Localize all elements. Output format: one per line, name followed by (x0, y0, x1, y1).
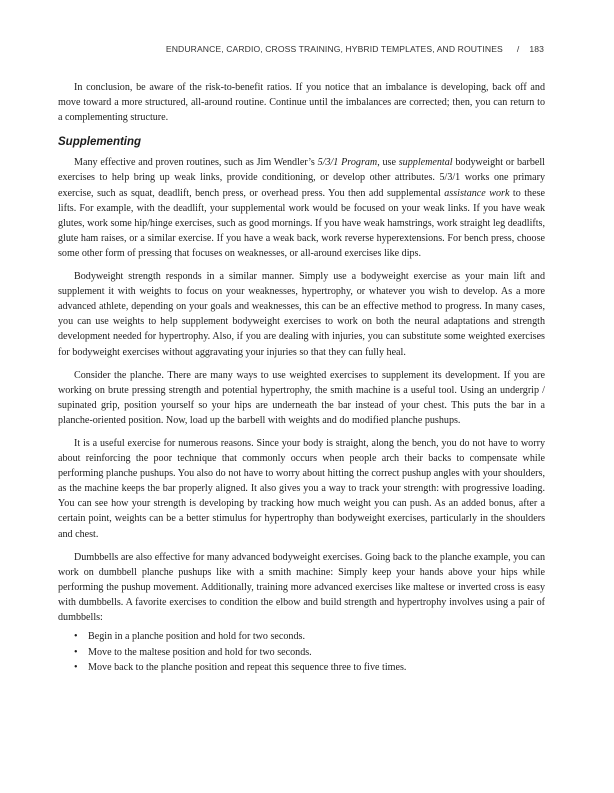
paragraph-3: Consider the planche. There are many ways to use weighted exercises to supplement its development. If you are working on brute pressing strength and potential hypertrophy, the smith machine is a useful tool. Using an undergrip / supinated grip, position yourself so your hips are underneath the bar instead of your chest. This puts the bar in a planche-oriented position. Now, load up the barbell with weights and do modified planche pushups. (58, 369, 545, 426)
page-body (58, 80, 545, 675)
program-title: 5/3/1 Program (317, 157, 378, 169)
bullet-icon: • (74, 661, 78, 673)
p1-text-c: , use (377, 157, 399, 169)
paragraph-2: Bodyweight strength responds in a similar manner. Simply use a bodyweight exercise as your main lift and supplement it with weights to focus on your weaknesses, hypertrophy, or whatever you wish to develop. As a more advanced athlete, depending on your goals and weaknesses, this can be an effective method to progress. In many cases, you can use weights to help supplement bodyweight exercises to work on both the neural adaptations and strength development needed for hypertrophy. Also, if you are dealing with injuries, you can substitute some weighted exercises for bodyweight exercises without aggravating your injuries so that they can fully heal. (58, 271, 545, 358)
assistance-work-term: assistance work (444, 187, 510, 199)
supplemental-term: supplemental (398, 157, 453, 169)
header-separator: / (516, 44, 520, 54)
paragraph-1 (58, 155, 545, 261)
bullet-list (58, 629, 545, 675)
list-item: • Move back to the planche position and repeat this sequence three to five times. (88, 660, 545, 675)
bullet-icon: • (74, 631, 78, 643)
p1-text-g: to these lifts. For example, with the deadlift, your supplemental work would be focused on your weak links. If you have weak glutes, work some hip/hinge exercises, such as good mornings. If you have weak hamstrings, work straight leg deadlifts, glute ham raises, or a similar exercise. If you have a weak back, work reverse hyperextensions. For bench press, choose some other form of pressing that focuses on weaknesses, or all-around exercises like dips. (58, 187, 545, 259)
paragraph-4: It is a useful exercise for numerous reasons. Since your body is straight, along the bench, you do not have to worry about reinforcing the poor technique that commonly occurs when people arch their backs to compensate while performing planche pushups. You also do not have to worry about hitting the correct pushup angles with your shoulders, as the machine keeps the bar properly aligned. It also gives you a way to track your strength: with progressive loading. You can see how your strength is developing by tracking how much weight you can push. As an added bonus, after a certain point, weights can be a better stimulus for hypertrophy than bodyweight exercises, particularly in the shoulders and chest. (58, 437, 545, 540)
page-number: 183 (529, 44, 544, 54)
running-header (166, 44, 544, 54)
running-title: ENDURANCE, CARDIO, CROSS TRAINING, HYBRID TEMPLATES, AND ROUTINES (165, 44, 503, 54)
p1-text-a: Many effective and proven routines, such as Jim Wendler’s (74, 157, 318, 169)
intro-paragraph: In conclusion, be aware of the risk-to-benefit ratios. If you notice that an imbalance is developing, back off and move toward a more structured, all-around routine. Continue until the imbalances are corrected; then, you can return to a complementing structure. (58, 82, 545, 124)
bullet-icon: • (74, 646, 78, 658)
p1-text-e: bodyweight or barbell exercises to help bring up weak links, provide conditioning, or develop other attributes. 5/3/1 works one primary exercise, such as squat, deadlift, bench press, or overhead press. You then add supplemental (58, 157, 545, 199)
paragraph-5: Dumbbells are also effective for many advanced bodyweight exercises. Going back to the planche example, you can work on dumbbell planche pushups like with a smith machine: Simply keep your hands above your hips while performing the pushup movement. Additionally, training more advanced exercises like maltese or inverted cross is easy with dumbbells. A favorite exercises to condition the elbow and build strength and hypertrophy involves using a pair of dumbbells: (58, 551, 545, 623)
list-item: • Begin in a planche position and hold for two seconds. (88, 629, 545, 644)
list-item: • Move to the maltese position and hold for two seconds. (88, 645, 545, 660)
section-heading: Supplementing (58, 136, 142, 149)
